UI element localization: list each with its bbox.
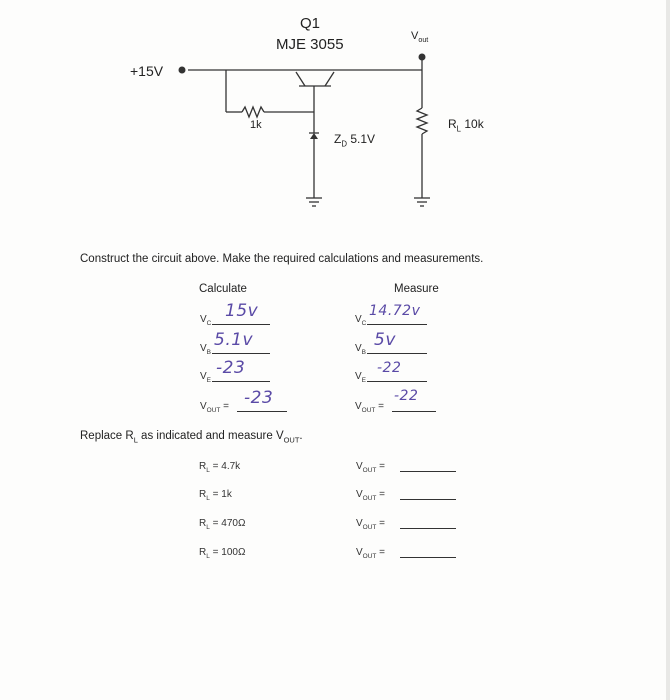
calc-vb-value: 5.1v bbox=[214, 330, 254, 350]
meas-ve-value: -22 bbox=[377, 360, 402, 376]
replace-instruction: Replace $R_L$ as indicated and measure $V_{OUT}$. bbox=[80, 430, 303, 445]
meas-vc-label: $V_C$ bbox=[355, 314, 367, 327]
transistor-collector bbox=[296, 72, 305, 86]
calc-vout-line bbox=[237, 411, 287, 412]
base-resistor-label: 1k bbox=[250, 119, 262, 131]
calc-vout-value: -23 bbox=[244, 388, 274, 408]
load-resistor-label: $R_L$ 10k bbox=[448, 117, 484, 134]
rl-test-2-label: $R_L = 1k$ bbox=[199, 489, 232, 502]
transistor-emitter bbox=[325, 72, 334, 86]
zener-label: $Z_D$ 5.1V bbox=[334, 132, 376, 149]
circuit-diagram bbox=[0, 0, 670, 230]
calc-ve-value: -23 bbox=[216, 358, 246, 378]
rl-test-1-label: $R_L = 4.7k$ bbox=[199, 461, 241, 474]
load-resistor-symbol bbox=[417, 108, 427, 134]
calc-ve-line bbox=[212, 381, 270, 382]
calc-vc-label: $V_C$ bbox=[200, 314, 212, 327]
meas-vb-label: $V_B$ bbox=[355, 343, 367, 356]
calc-vb-line bbox=[212, 353, 270, 354]
vout-terminal bbox=[419, 54, 426, 61]
calc-vc-line bbox=[212, 324, 270, 325]
rl-test-3-vout-line bbox=[400, 528, 456, 529]
meas-ve-label: $V_E$ bbox=[355, 371, 367, 384]
calculate-header: Calculate bbox=[199, 283, 247, 295]
calc-vout-label: $V_{OUT}$ = bbox=[200, 401, 230, 414]
meas-ve-line bbox=[367, 381, 427, 382]
meas-vb-value: 5v bbox=[374, 330, 396, 350]
meas-vc-line bbox=[367, 324, 427, 325]
zener-diode-icon bbox=[310, 133, 318, 139]
rl-test-2-vout-line bbox=[400, 499, 456, 500]
instructions: Construct the circuit above. Make the required calculations and measurements. bbox=[80, 253, 484, 265]
supply-terminal bbox=[179, 67, 186, 74]
rl-test-1-vout-label: $V_{OUT}$ = bbox=[356, 461, 386, 474]
meas-vout-line bbox=[392, 411, 436, 412]
calc-vc-value: 15v bbox=[225, 301, 259, 321]
rl-test-4-label: $R_L = 100\Omega$ bbox=[199, 547, 246, 560]
rl-test-1-vout-line bbox=[400, 471, 456, 472]
supply-label: +15V bbox=[130, 63, 164, 79]
meas-vout-value: -22 bbox=[394, 388, 419, 404]
calc-vb-label: $V_B$ bbox=[200, 343, 212, 356]
rl-test-4-vout-label: $V_{OUT}$ = bbox=[356, 547, 386, 560]
calc-ve-label: $V_E$ bbox=[200, 371, 212, 384]
meas-vc-value: 14.72v bbox=[369, 303, 421, 319]
meas-vout-label: $V_{OUT}$ = bbox=[355, 401, 385, 414]
vout-label: $V_{out}$ bbox=[411, 30, 429, 45]
rl-test-4-vout-line bbox=[400, 557, 456, 558]
base-resistor-symbol bbox=[242, 107, 264, 117]
rl-test-3-label: $R_L = 470\Omega$ bbox=[199, 518, 246, 531]
transistor-part: MJE 3055 bbox=[276, 36, 344, 53]
measure-header: Measure bbox=[394, 283, 439, 295]
rl-test-2-vout-label: $V_{OUT}$ = bbox=[356, 489, 386, 502]
meas-vb-line bbox=[367, 353, 427, 354]
transistor-ref: Q1 bbox=[300, 15, 321, 32]
rl-test-3-vout-label: $V_{OUT}$ = bbox=[356, 518, 386, 531]
